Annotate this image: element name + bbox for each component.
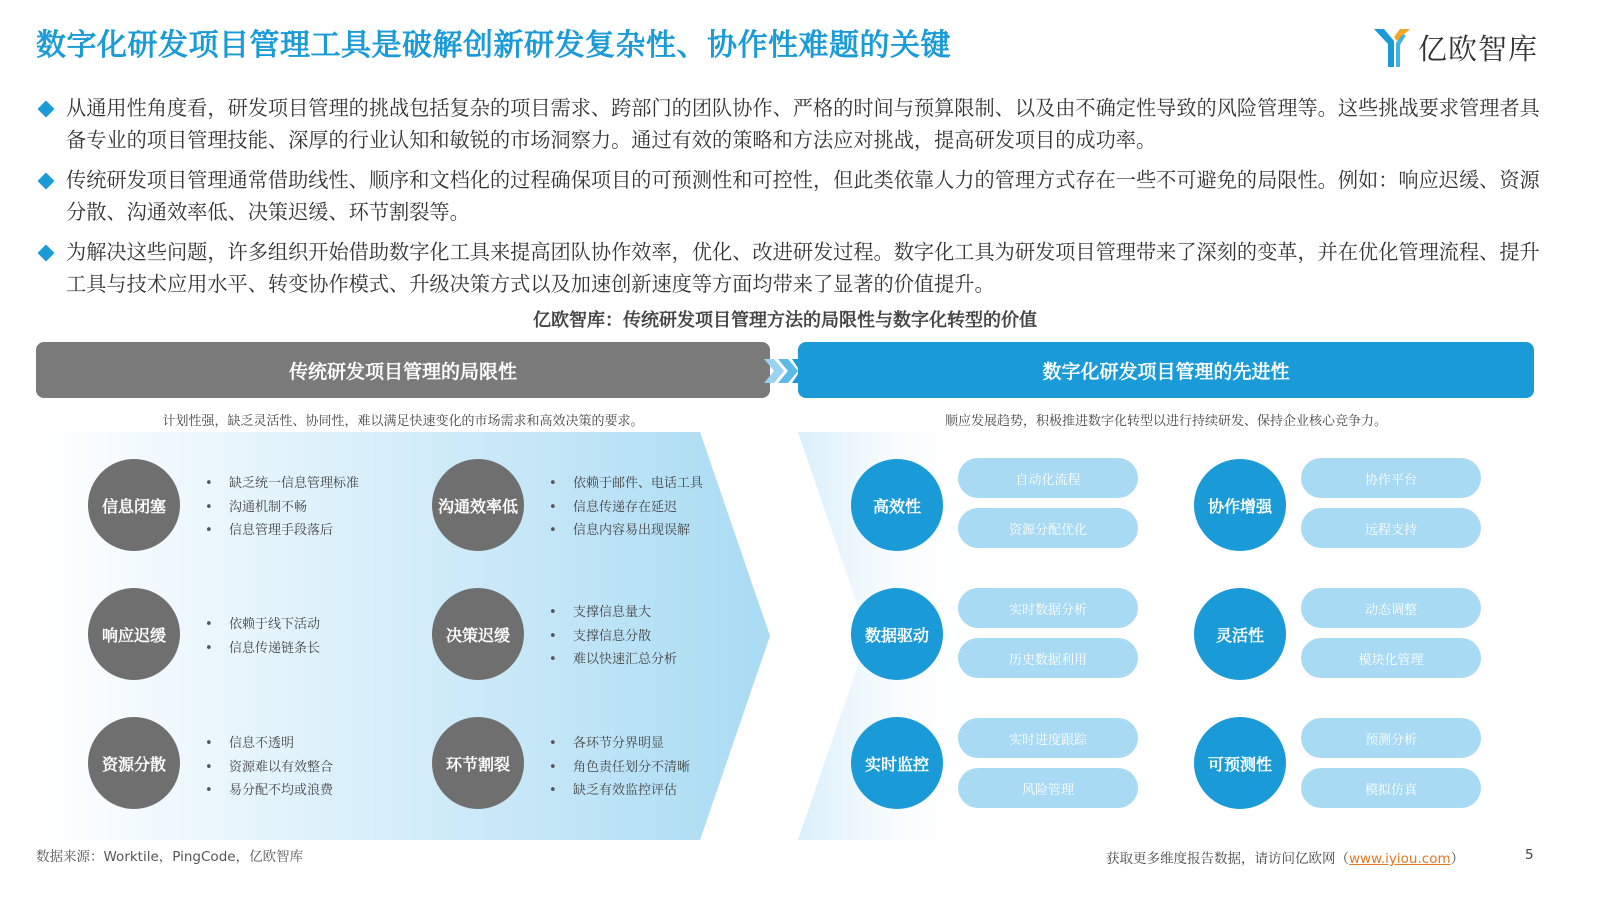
advantage-tag: 预测分析 bbox=[1301, 718, 1481, 758]
advantage-circle: 高效性 bbox=[851, 459, 943, 551]
list-item: • 信息不透明 bbox=[205, 732, 333, 756]
list-item: • 信息传递存在延迟 bbox=[549, 496, 703, 520]
footer-prefix: 获取更多维度报告数据，请访问亿欧网（ bbox=[1106, 851, 1349, 867]
logo-text: 亿欧智库 bbox=[1418, 31, 1539, 66]
page-number: 5 bbox=[1525, 847, 1534, 863]
advantage-tag: 资源分配优化 bbox=[958, 508, 1138, 548]
list-item: • 支撑信息分散 bbox=[549, 625, 677, 649]
diamond-icon bbox=[38, 173, 55, 190]
limitation-circle: 沟通效率低 bbox=[432, 459, 524, 551]
advantage-tag: 动态调整 bbox=[1301, 588, 1481, 628]
diamond-icon bbox=[38, 101, 55, 118]
advantage-circle: 可预测性 bbox=[1194, 717, 1286, 809]
footer-suffix: ） bbox=[1450, 851, 1465, 867]
list-item: • 资源难以有效整合 bbox=[205, 756, 333, 780]
list-item: • 各环节分界明显 bbox=[549, 732, 690, 756]
data-source: 数据来源：Worktile，PingCode，亿欧智库 bbox=[36, 849, 304, 865]
bullet-text: 为解决这些问题，许多组织开始借助数字化工具来提高团队协作效率，优化、改进研发过程。数字化工具为研发项目管理带来了深刻的变革，并在优化管理流程、提升工具与技术应用水平、转变协作模式、升级决策方式以及加速创新速度等方面均带来了显著的价值提升。 bbox=[66, 240, 1540, 296]
limitation-list bbox=[549, 601, 677, 672]
bullet-item bbox=[36, 92, 1556, 156]
limitation-list bbox=[549, 472, 703, 543]
left-header: 传统研发项目管理的局限性 bbox=[36, 342, 770, 398]
advantage-tag: 模拟仿真 bbox=[1301, 768, 1481, 808]
limitation-list bbox=[205, 732, 333, 803]
advantage-circle: 数据驱动 bbox=[851, 588, 943, 680]
limitation-list bbox=[205, 472, 359, 543]
page-title: 数字化研发项目管理工具是破解创新研发复杂性、协作性难题的关键 bbox=[36, 28, 951, 63]
figure-title: 亿欧智库：传统研发项目管理方法的局限性与数字化转型的价值 bbox=[533, 310, 1037, 331]
advantage-tag: 远程支持 bbox=[1301, 508, 1481, 548]
limitation-circle: 环节割裂 bbox=[432, 717, 524, 809]
left-description: 计划性强，缺乏灵活性、协同性，难以满足快速变化的市场需求和高效决策的要求。 bbox=[162, 414, 644, 429]
website-link[interactable]: www.iyiou.com bbox=[1349, 851, 1451, 867]
logo-icon bbox=[1372, 25, 1412, 69]
limitation-circle: 资源分散 bbox=[88, 717, 180, 809]
list-item: • 依赖于邮件、电话工具 bbox=[549, 472, 703, 496]
list-item: • 难以快速汇总分析 bbox=[549, 648, 677, 672]
list-item: • 信息传递链条长 bbox=[205, 637, 320, 661]
bullet-text: 传统研发项目管理通常借助线性、顺序和文档化的过程确保项目的可预测性和可控性，但此类依靠人力的管理方式存在一些不可避免的局限性。例如：响应迟缓、资源分散、沟通效率低、决策迟缓、环节割裂等。 bbox=[66, 168, 1540, 224]
bullet-item bbox=[36, 164, 1556, 228]
list-item: • 依赖于线下活动 bbox=[205, 613, 320, 637]
advantage-circle: 灵活性 bbox=[1194, 588, 1286, 680]
list-item: • 信息管理手段落后 bbox=[205, 519, 359, 543]
advantage-tag: 实时数据分析 bbox=[958, 588, 1138, 628]
list-item: • 缺乏有效监控评估 bbox=[549, 779, 690, 803]
advantage-tag: 自动化流程 bbox=[958, 458, 1138, 498]
advantage-tag: 风险管理 bbox=[958, 768, 1138, 808]
advantage-tag: 模块化管理 bbox=[1301, 638, 1481, 678]
right-description: 顺应发展趋势，积极推进数字化转型以进行持续研发、保持企业核心竞争力。 bbox=[944, 414, 1387, 429]
limitation-circle: 决策迟缓 bbox=[432, 588, 524, 680]
footer-note bbox=[1106, 847, 1464, 867]
list-item: • 缺乏统一信息管理标准 bbox=[205, 472, 359, 496]
advantage-tag: 协作平台 bbox=[1301, 458, 1481, 498]
bullet-text: 从通用性角度看，研发项目管理的挑战包括复杂的项目需求、跨部门的团队协作、严格的时间与预算限制、以及由不确定性导致的风险管理等。这些挑战要求管理者具备专业的项目管理技能、深厚的行业认知和敏锐的市场洞察力。通过有效的策略和方法应对挑战，提高研发项目的成功率。 bbox=[66, 96, 1540, 152]
limitation-list bbox=[205, 613, 320, 660]
right-header: 数字化研发项目管理的先进性 bbox=[798, 342, 1534, 398]
intro-bullets bbox=[36, 92, 1556, 308]
advantage-tag: 历史数据利用 bbox=[958, 638, 1138, 678]
limitation-list bbox=[549, 732, 690, 803]
logo bbox=[1372, 24, 1538, 70]
diamond-icon bbox=[38, 245, 55, 262]
bullet-item bbox=[36, 236, 1556, 300]
limitation-circle: 响应迟缓 bbox=[88, 588, 180, 680]
advantage-circle: 协作增强 bbox=[1194, 459, 1286, 551]
list-item: • 支撑信息量大 bbox=[549, 601, 677, 625]
list-item: • 角色责任划分不清晰 bbox=[549, 756, 690, 780]
advantage-tag: 实时进度跟踪 bbox=[958, 718, 1138, 758]
list-item: • 易分配不均或浪费 bbox=[205, 779, 333, 803]
list-item: • 沟通机制不畅 bbox=[205, 496, 359, 520]
advantage-circle: 实时监控 bbox=[851, 717, 943, 809]
list-item: • 信息内容易出现误解 bbox=[549, 519, 703, 543]
limitation-circle: 信息闭塞 bbox=[88, 459, 180, 551]
